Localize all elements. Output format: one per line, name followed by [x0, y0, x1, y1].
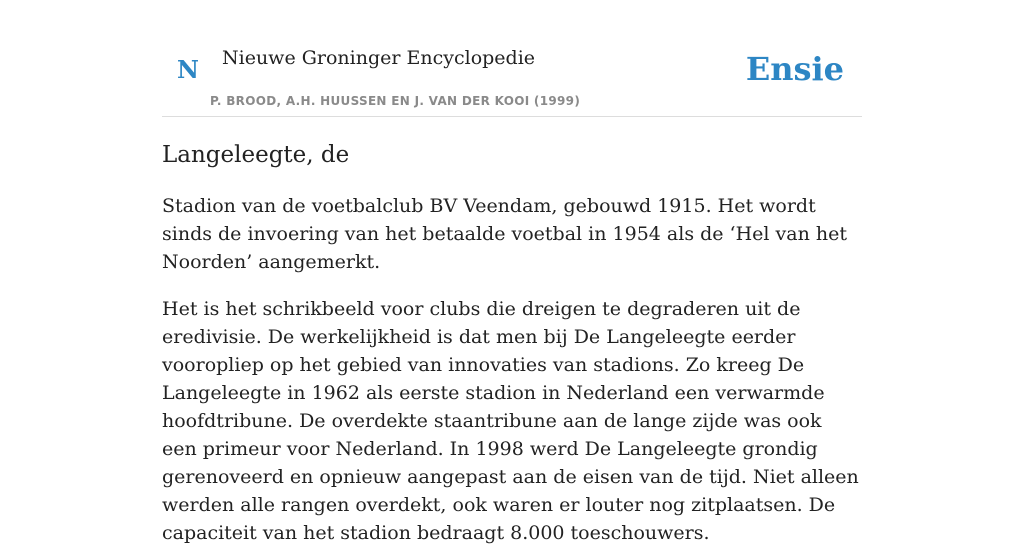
- ensie-logo[interactable]: Ensie: [745, 50, 844, 88]
- source-title[interactable]: Nieuwe Groninger Encyclopedie: [222, 47, 536, 69]
- source-logo-icon[interactable]: N: [177, 55, 199, 84]
- page: [162, 0, 862, 544]
- entry-paragraph: Het is het schrikbeeld voor clubs die dreigen te degraderen uit de eredivisie. De werkelijkheid is dat men bij De Langeleegte eerder vooropliep op het gebied van innovaties van stadions. Zo kreeg De Langeleegte in 1962 als eerste stadion in Nederland een verwarmde hoofdtribune. De overdekte staantribune aan de lange zijde was ook een primeur voor Nederland. In 1998 werd De Langeleegte grondig gerenoveerd en opnieuw aangepast aan de eisen van de tijd. Niet alleen werden alle rangen overdekt, ook waren er louter nog zitplaatsen. De capaciteit van het stadion bedraagt 8.000 toeschouwers.: [162, 298, 859, 544]
- source-header: [162, 0, 862, 117]
- entry-title: Langeleegte, de: [162, 142, 350, 168]
- entry-paragraph: Stadion van de voetbalclub BV Veendam, gebouwd 1915. Het wordt sinds de invoering van het betaalde voetbal in 1954 als de ‘Hel van het Noorden’ aangemerkt.: [162, 195, 847, 273]
- source-authors: P. BROOD, A.H. HUUSSEN EN J. VAN DER KOOI (1999): [210, 94, 581, 108]
